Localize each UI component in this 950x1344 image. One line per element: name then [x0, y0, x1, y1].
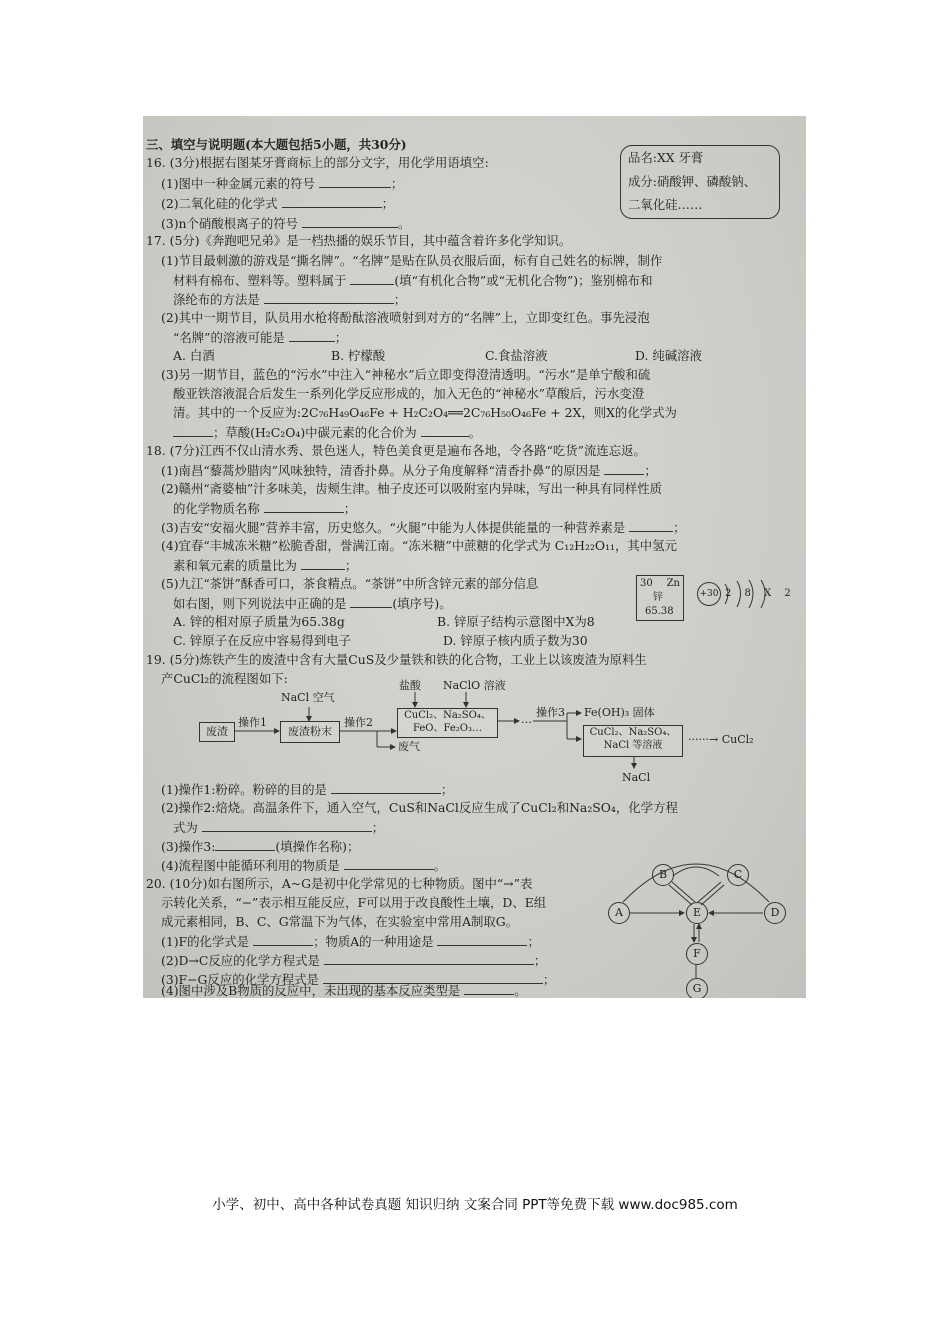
- q17-p3a: (3)另一期节目，蓝色的“污水”中注入“神秘水”后立即变得澄清透明。“污水”是单宁酸和硫: [161, 367, 651, 382]
- q16-item-3: (3)n个硝酸根离子的符号 。: [161, 216, 411, 231]
- q17-p2a: (2)其中一期节目，队员用水枪将酚酞溶液喷射到对方的“名牌”上，立即变红色。事先浸泡: [161, 310, 650, 325]
- node-b: B: [652, 864, 674, 886]
- flow-dots: …: [521, 713, 532, 726]
- q19-p4: (4)流程图中能循环利用的物质是 。: [161, 858, 446, 873]
- q19-p1: (1)操作1:粉碎。粉碎的目的是 ；: [161, 782, 454, 797]
- flow-mix-line-2: FeO、Fe₂O₃…: [412, 723, 483, 734]
- flow-mix-line-1: CuCl₂、Na₂SO₄、: [404, 710, 491, 721]
- q18-option-c: C. 锌原子在反应中容易得到电子: [173, 633, 351, 648]
- label-line-3: 二氧化硅……: [628, 197, 703, 212]
- q18-p4b: 素和氧元素的质量比为 ；: [173, 558, 358, 573]
- q18-p3: (3)吉安“安福火腿”营养丰富，历史悠久。“火腿”中能为人体提供能量的一种营养素是 ；: [161, 520, 686, 535]
- flow-naclo: NaClO 溶液: [443, 679, 506, 692]
- flow-reagent-nacl-air: NaCl 空气: [281, 691, 335, 704]
- flow-waste-box: 废渣: [199, 722, 235, 742]
- flow-product: ······→ CuCl₂: [688, 733, 754, 746]
- node-e: E: [686, 902, 708, 924]
- q18-p5b: 如右图，则下列说法中正确的是 (填序号)。: [173, 596, 452, 611]
- q18-p5a: (5)九江“茶饼”酥香可口，茶食精点。“茶饼”中所含锌元素的部分信息: [161, 576, 539, 591]
- node-d: D: [764, 902, 786, 924]
- flow-feoh3: Fe(OH)₃ 固体: [584, 706, 655, 719]
- flow-op1: 操作1: [238, 716, 267, 729]
- q17-p3d: ；草酸(H₂C₂O₄)中碳元素的化合价为 。: [173, 425, 481, 440]
- flow-powder-box: 废渣粉末: [280, 721, 340, 743]
- q17-stem: 17. (5分)《奔跑吧兄弟》是一档热播的娱乐节目，其中蕴含着许多化学知识。: [146, 233, 572, 248]
- flow-sol-line-2: NaCl 等溶液: [603, 740, 663, 751]
- q17-p3b: 酸亚铁溶液混合后发生一系列化学反应形成的，加入无色的“神秘水”草酸后，污水变澄: [173, 386, 645, 401]
- q18-p2a: (2)赣州“斋婆柚”汁多味美，齿颊生津。柚子皮还可以吸附室内异味，写出一种具有同样性质: [161, 481, 663, 496]
- q20-relation-lines: [143, 116, 806, 998]
- node-f: F: [686, 943, 708, 965]
- q20-p2: (2)D→C反应的化学方程式是 ；: [161, 953, 547, 968]
- flow-sol-line-1: CuCl₂、Na₂SO₄、: [589, 727, 677, 738]
- q17-p1c: 涤纶布的方法是 ；: [173, 292, 407, 307]
- node-g: G: [686, 978, 708, 998]
- q17-option-a: A. 白酒: [173, 348, 215, 363]
- q20-p4: (4)图中涉及B物质的反应中，未出现的基本反应类型是 。: [161, 983, 527, 998]
- label-line-2: 成分:硝酸钾、磷酸钠、: [628, 174, 757, 189]
- atom-nucleus: +30: [697, 582, 721, 606]
- q19-p2a: (2)操作2:焙烧。高温条件下，通入空气，CuS和NaCl反应生成了CuCl₂和Na₂SO₄，化学方程: [161, 800, 678, 815]
- q17-option-d: D. 纯碱溶液: [635, 348, 702, 363]
- q20-stem-2: 示转化关系，“−”表示相互能反应，F可以用于改良酸性土壤，D、E组: [161, 895, 547, 910]
- q18-stem: 18. (7分)江西不仅山清水秀、景色迷人，特色美食更是遍布各地，令各路“吃货”流连忘返。: [146, 443, 646, 458]
- zn-symbol: Zn: [666, 578, 680, 589]
- zn-number: 30: [640, 578, 653, 589]
- flow-op3: 操作3: [536, 706, 565, 719]
- label-line-1: 品名:XX 牙膏: [628, 150, 704, 165]
- flow-nacl: NaCl: [622, 771, 651, 784]
- q17-option-c: C.食盐溶液: [485, 348, 548, 363]
- q19-stem-2: 产CuCl₂的流程图如下:: [161, 671, 288, 686]
- q17-p2b: “名牌”的溶液可能是 ；: [173, 330, 348, 345]
- zn-name: 锌: [653, 592, 663, 603]
- q19-stem-1: 19. (5分)炼铁产生的废渣中含有大量CuS及少量铁和铁的化合物，工业上以该废渣为原料生: [146, 652, 647, 667]
- q17-p3c: 清。其中的一个反应为:2C₇₆H₄₉O₄₆Fe + H₂C₂O₄══2C₇₆H₅₀O₄₆Fe + 2X，则X的化学式为: [173, 405, 677, 420]
- exam-scan: [143, 116, 806, 998]
- section-heading: 三、填空与说明题(本大题包括5小题，共30分): [146, 137, 407, 152]
- flow-exhaust: 废气: [398, 740, 420, 753]
- q19-p3: (3)操作3: (填操作名称)；: [161, 839, 360, 854]
- q20-p3: (3)F−G反应的化学方程式是 ；: [161, 972, 556, 987]
- q16-item-1: (1)图中一种金属元素的符号 ；: [161, 176, 404, 191]
- node-a: A: [608, 902, 630, 924]
- q18-option-d: D. 锌原子核内质子数为30: [443, 633, 588, 648]
- q20-stem-1: 20. (10分)如右图所示，A~G是初中化学常见的七种物质。图中“→”表: [146, 876, 533, 891]
- q18-p4a: (4)宜春“丰城冻米糖”松脆香甜，誉满江南。“冻米糖”中蔗糖的化学式为 C₁₂H₂₂O₁₁，其中氢元: [161, 538, 677, 553]
- q18-p1: (1)南昌“藜蒿炒腊肉”风味独特，清香扑鼻。从分子角度解释“清香扑鼻”的原因是 ；: [161, 463, 657, 478]
- q18-option-a: A. 锌的相对原子质量为65.38g: [173, 614, 345, 629]
- q19-p2b: 式为 ；: [173, 820, 385, 835]
- footer-promo: 小学、初中、高中各种试卷真题 知识归纳 文案合同 PPT等免费下载 www.doc985.com: [212, 1197, 738, 1213]
- flow-op2: 操作2: [344, 716, 373, 729]
- node-c: C: [727, 864, 749, 886]
- q20-stem-3: 成元素相同，B、C、G常温下为气体，在实验室中常用A制取G。: [161, 914, 519, 929]
- zn-mass: 65.38: [645, 606, 674, 617]
- q18-p2b: 的化学物质名称 ；: [173, 501, 357, 516]
- atom-shells: 2 8 X 2: [725, 588, 796, 599]
- q16-item-2: (2)二氧化硅的化学式 ；: [161, 196, 395, 211]
- q17-p1a: (1)节目最刺激的游戏是“撕名牌”。“名牌”是贴在队员衣服后面，标有自己姓名的标牌，制作: [161, 253, 663, 268]
- flow-hcl: 盐酸: [399, 679, 421, 692]
- q18-option-b: B. 锌原子结构示意图中X为8: [437, 614, 595, 629]
- q16-stem: 16. (3分)根据右图某牙膏商标上的部分文字，用化学用语填空:: [146, 155, 489, 170]
- q17-p1b: 材料有棉布、塑料等。塑料属于 (填“有机化合物”或“无机化合物”)；鉴别棉布和: [173, 273, 653, 288]
- q20-p1: (1)F的化学式是 ；物质A的一种用途是 ；: [161, 934, 540, 949]
- q17-option-b: B. 柠檬酸: [331, 348, 386, 363]
